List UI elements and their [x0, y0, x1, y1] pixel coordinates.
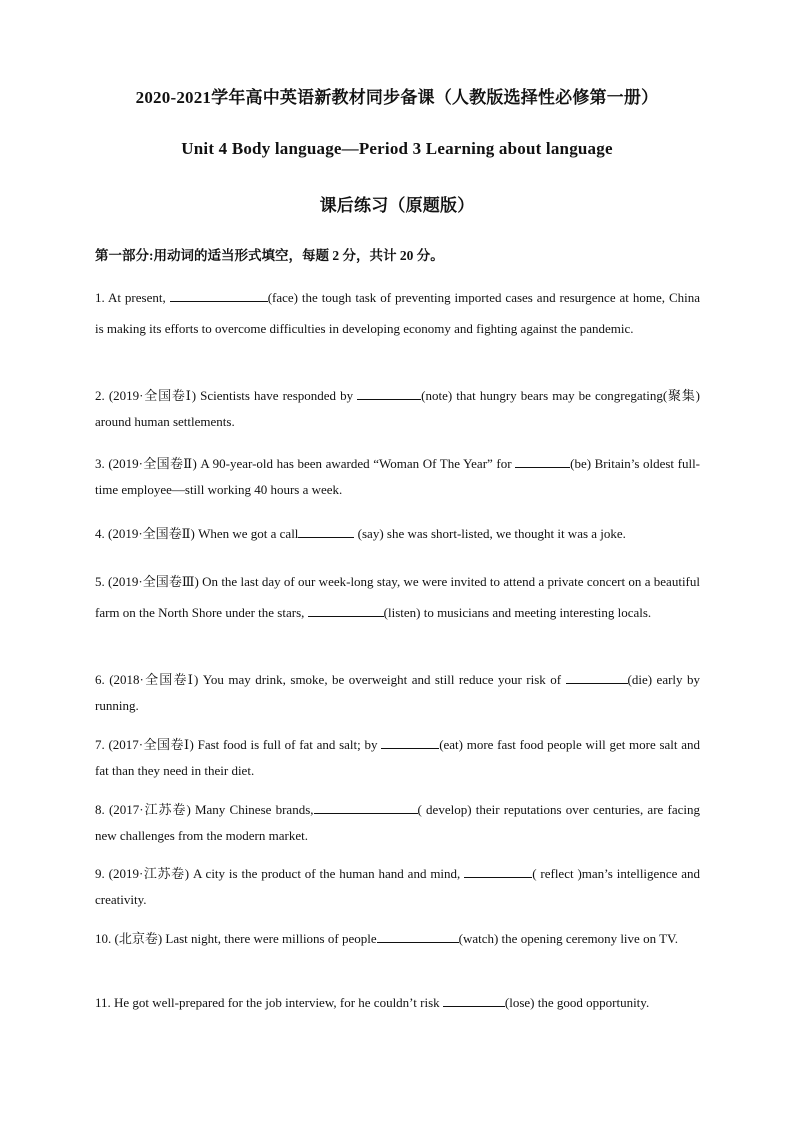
- answer-blank[interactable]: [443, 992, 505, 1007]
- question-text: 2. (2019·全国卷Ⅰ) Scientists have responded by: [95, 388, 358, 403]
- question-text: 9. (2019·江苏卷) A city is the product of the human hand and mind,: [95, 866, 465, 881]
- question-text: 5. (2019·全国卷Ⅲ) On the last day of our week-long stay, we were invited to attend a private concert on a beautiful farm on the North Shore under the stars,: [95, 574, 700, 620]
- answer-blank[interactable]: [377, 928, 459, 943]
- document-title: 2020-2021学年高中英语新教材同步备课（人教版选择性必修第一册）: [135, 88, 659, 107]
- unit-subtitle: Unit 4 Body language—Period 3 Learning about language: [181, 139, 613, 158]
- question-hint: (watch) the opening ceremony live on TV.: [458, 931, 678, 946]
- question-text: 10. (北京卷) Last night, there were millions of people: [95, 931, 377, 946]
- question-5: [95, 566, 700, 628]
- question-text: 3. (2019·全国卷Ⅱ) A 90-year-old has been awarded “Woman Of The Year” for: [95, 456, 516, 471]
- question-4: [95, 521, 700, 547]
- section-heading: 第一部分:用动词的适当形式填空，每题 2 分，共计 20 分。: [95, 248, 444, 263]
- question-hint: (die) early by running.: [95, 672, 700, 713]
- question-9: [95, 861, 700, 913]
- question-hint: ( reflect )man’s intelligence and creativity.: [95, 866, 701, 907]
- question-10: [95, 926, 700, 952]
- question-text: 7. (2017·全国卷Ⅰ) Fast food is full of fat and salt; by: [95, 737, 382, 752]
- answer-blank[interactable]: [515, 453, 570, 468]
- answer-blank[interactable]: [357, 385, 421, 400]
- question-hint: (be) Britain’s oldest full-time employee—still working 40 hours a week.: [95, 456, 701, 497]
- question-2: [95, 383, 700, 435]
- question-8: [95, 797, 700, 849]
- answer-blank[interactable]: [308, 602, 384, 617]
- answer-blank[interactable]: [566, 669, 628, 684]
- question-7: [95, 732, 700, 784]
- answer-blank[interactable]: [464, 863, 532, 878]
- question-3: [95, 451, 700, 503]
- answer-blank[interactable]: [381, 734, 439, 749]
- question-text: 11. He got well-prepared for the job interview, for he couldn’t risk: [95, 995, 443, 1010]
- answer-blank[interactable]: [298, 523, 354, 538]
- exercise-type: 课后练习（原题版）: [319, 196, 475, 215]
- question-hint: ( develop) their reputations over centuries, are facing new challenges from the modern market.: [95, 802, 700, 843]
- answer-blank[interactable]: [170, 287, 268, 302]
- question-hint: (listen) to musicians and meeting interesting locals.: [383, 605, 652, 620]
- question-hint: (face) the tough task of preventing imported cases and resurgence at home, China is making its efforts to overcome difficulties in developing economy and fighting against the pandemic.: [95, 290, 701, 336]
- question-hint: (lose) the good opportunity.: [504, 995, 650, 1010]
- question-6: [95, 667, 700, 719]
- question-1: [95, 282, 700, 344]
- question-hint: (eat) more fast food people will get more salt and fat than they need in their diet.: [95, 737, 700, 778]
- answer-blank[interactable]: [314, 799, 418, 814]
- question-11: [95, 990, 700, 1016]
- question-hint: (say) she was short-listed, we thought it was a joke.: [354, 526, 626, 541]
- question-text: 8. (2017·江苏卷) Many Chinese brands,: [95, 802, 314, 817]
- question-text: 4. (2019·全国卷Ⅱ) When we got a call: [95, 526, 299, 541]
- question-hint: (note) that hungry bears may be congregating(聚集) around human settlements.: [95, 388, 700, 429]
- question-text: 6. (2018·全国卷Ⅰ) You may drink, smoke, be overweight and still reduce your risk of: [95, 672, 566, 687]
- question-text: 1. At present,: [95, 290, 170, 305]
